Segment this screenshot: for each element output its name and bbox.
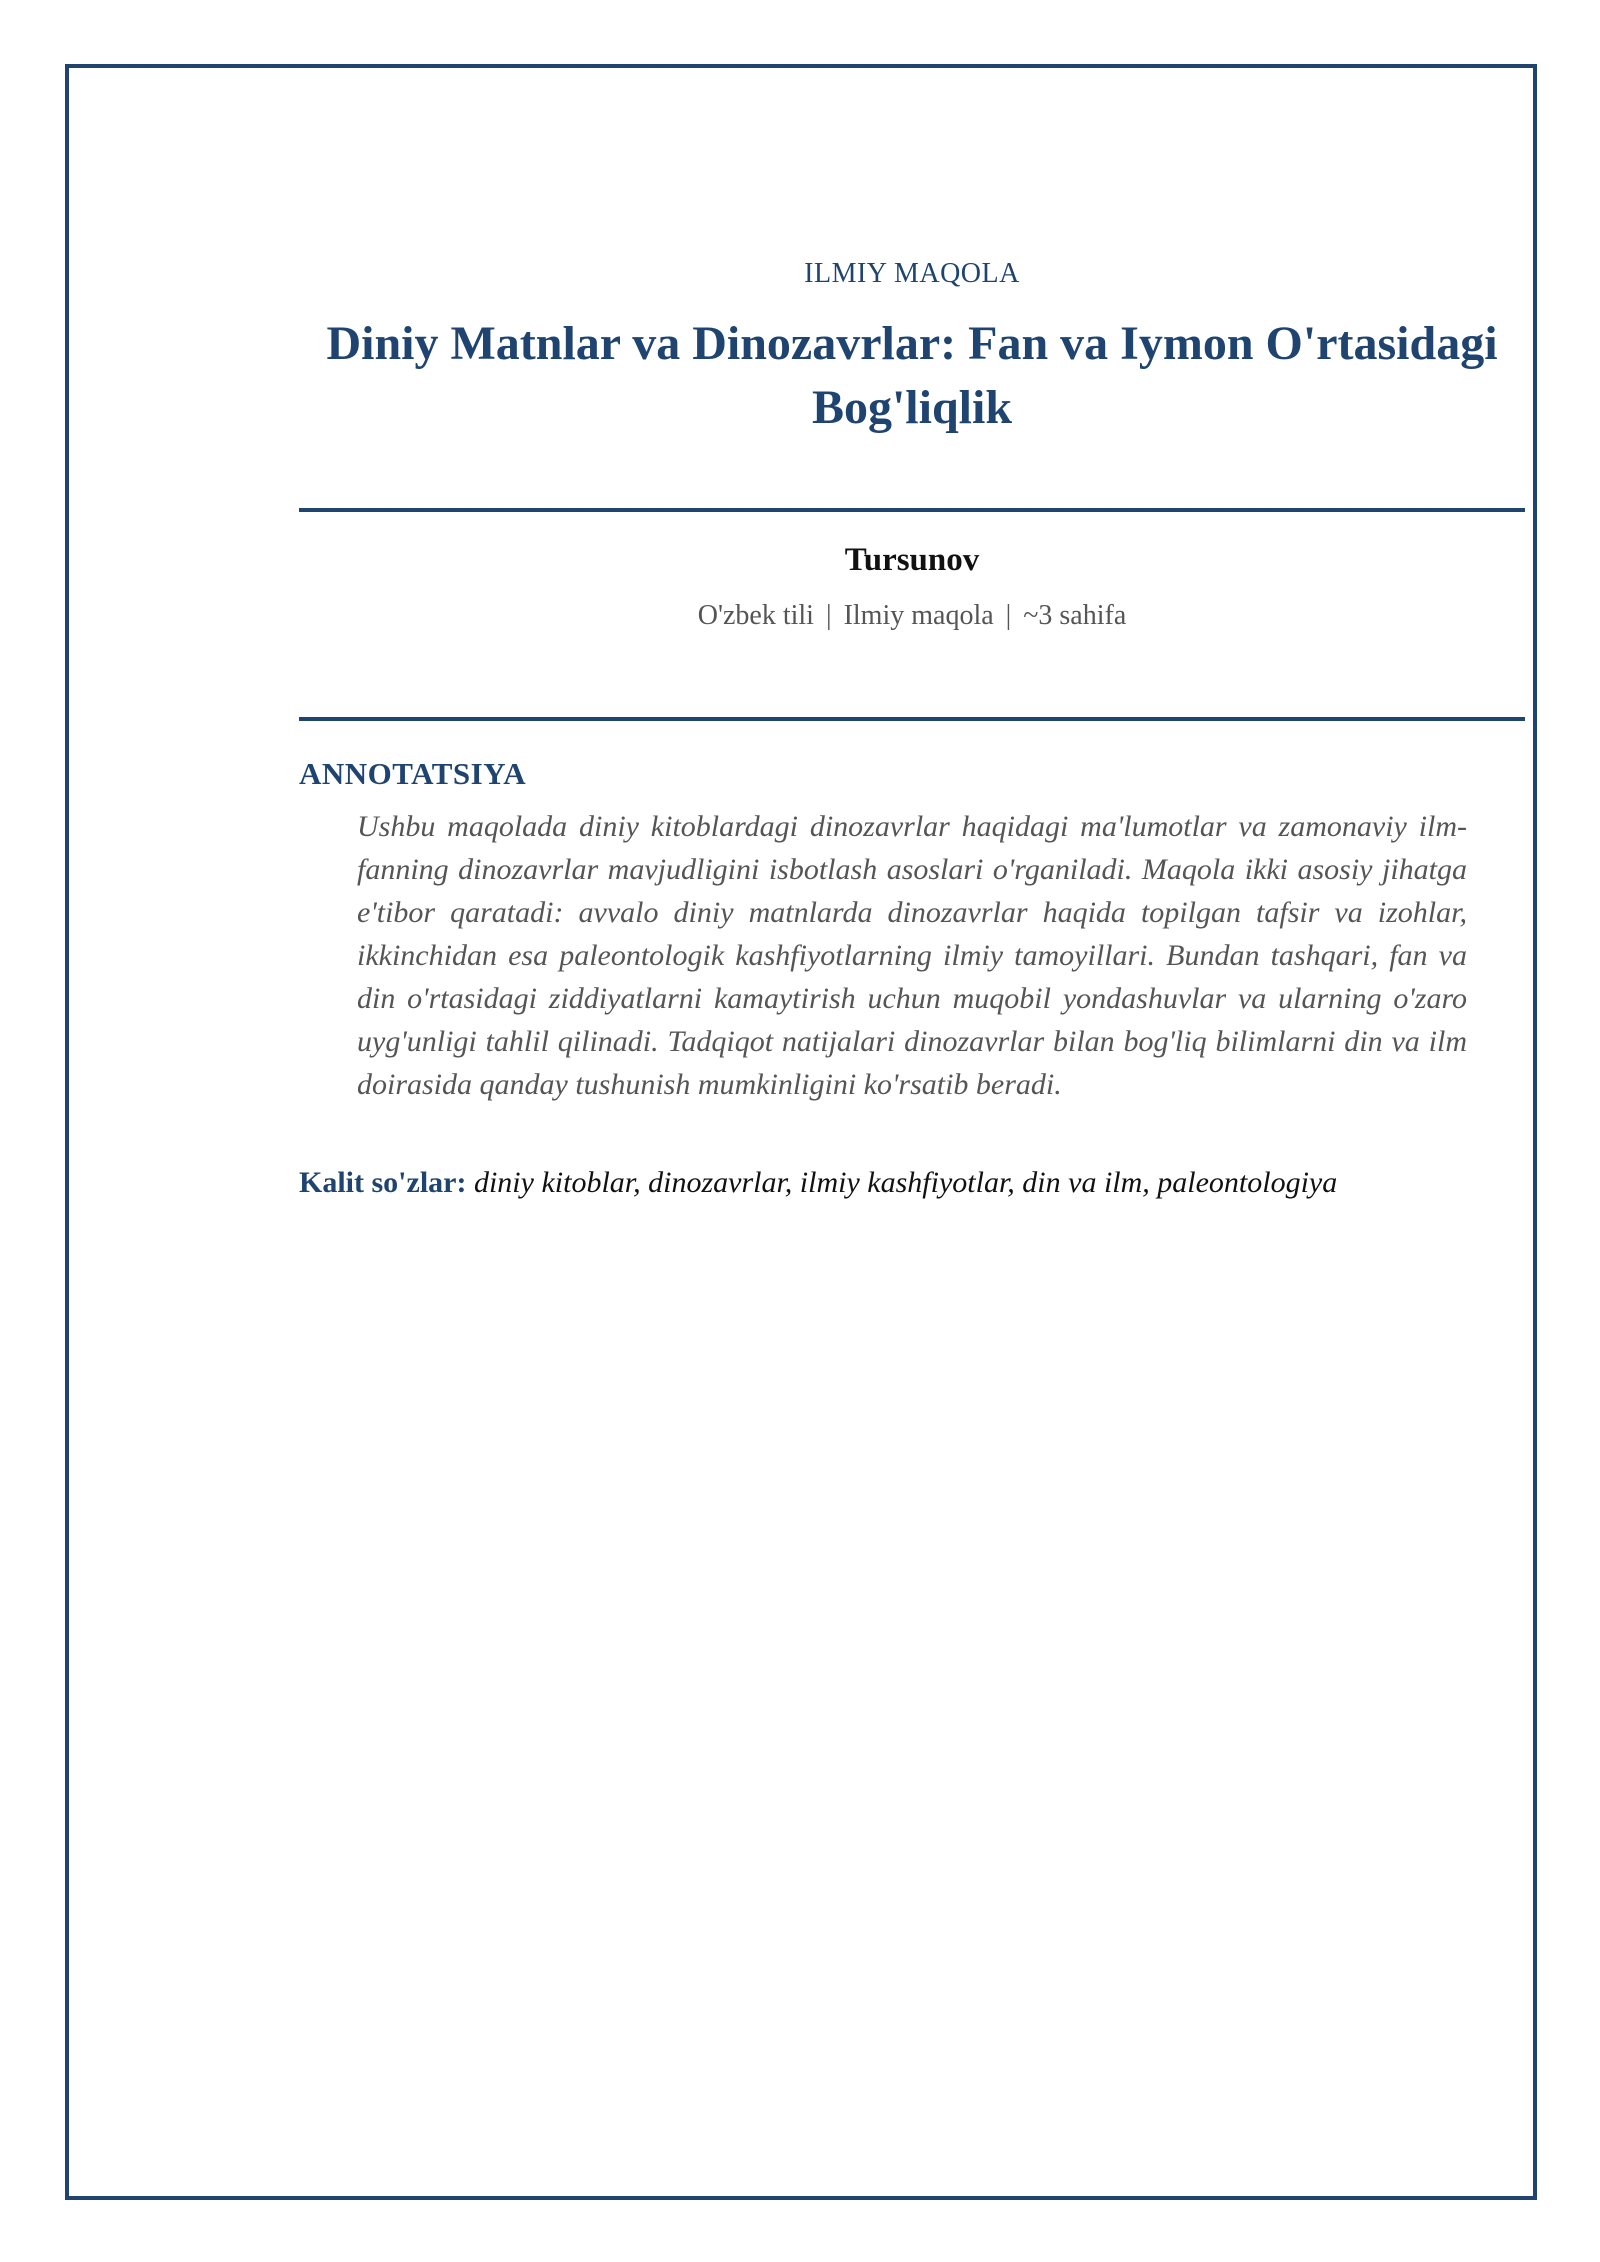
divider-bottom xyxy=(299,717,1525,721)
keywords-values: diniy kitoblar, dinozavrlar, ilmiy kashfiyotlar, din va ilm, paleontologiya xyxy=(473,1166,1338,1199)
abstract-heading: ANNOTATSIYA xyxy=(299,756,527,791)
abstract-text: Ushbu maqolada diniy kitoblardagi dinozavrlar haqidagi ma'lumotlar va zamonaviy ilm-fanning dinozavrlar mavjudligini isbotlash asoslari o'rganiladi. Maqola ikki asosiy jihatga e'tibor qaratadi: avvalo diniy matnlarda dinozavrlar haqida topilgan tafsir va izohlar, ikkinchidan esa paleontologik kashfiyotlarning ilmiy tamoyillari. Bundan tashqari, fan va din o'rtasidagi ziddiyatlarni kamaytirish uchun muqobil yondashuvlar va ularning o'zaro uyg'unligi tahlil qilinadi. Tadqiqot natijalari dinozavrlar bilan bog'liq bilimlarni din va ilm doirasida qanday tushunish mumkinligini ko'rsatib beradi. xyxy=(357,810,1467,1101)
article-kicker: ILMIY MAQOLA xyxy=(804,258,1020,289)
page-frame xyxy=(65,64,1537,2200)
divider-top xyxy=(299,508,1525,512)
meta-separator: | xyxy=(825,600,832,631)
meta-type: Ilmiy maqola xyxy=(843,600,994,631)
keywords xyxy=(299,1166,1525,1200)
keywords-label: Kalit so'zlar: xyxy=(299,1166,467,1199)
meta-separator: | xyxy=(1005,600,1012,631)
meta-language: O'zbek tili xyxy=(697,600,814,631)
author-name: Tursunov xyxy=(844,542,980,578)
article-meta xyxy=(299,600,1525,632)
meta-pages: ~3 sahifa xyxy=(1023,600,1127,631)
article-title: Diniy Matnlar va Dinozavrlar: Fan va Iymon O'rtasidagi Bog'liqlik xyxy=(326,317,1498,434)
